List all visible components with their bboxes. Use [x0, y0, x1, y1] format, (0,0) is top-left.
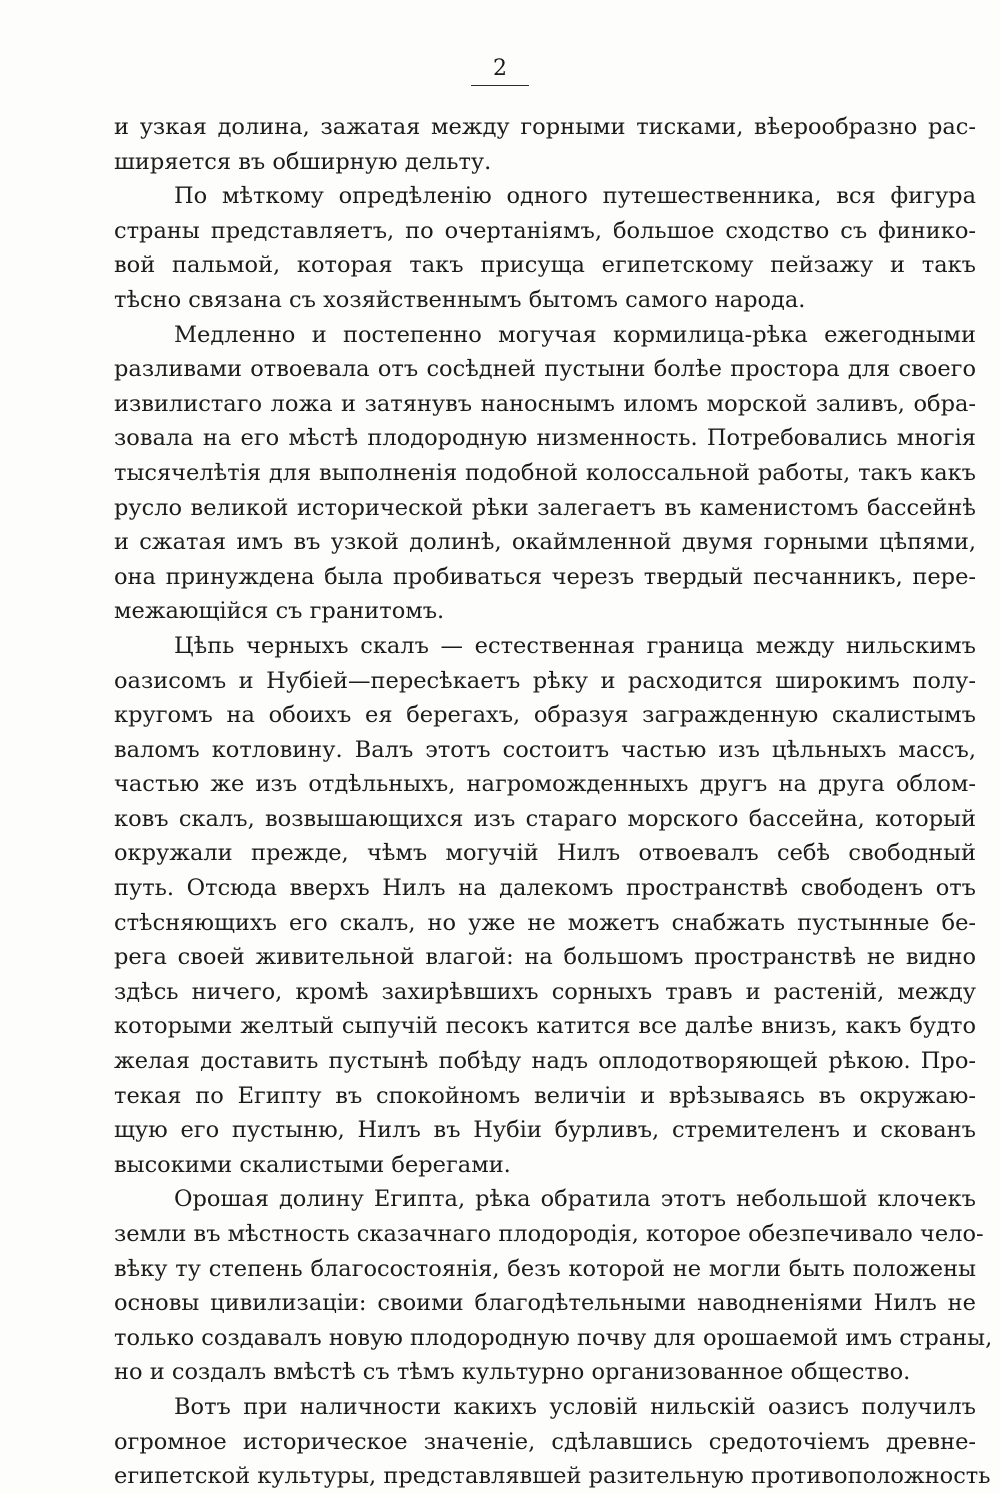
- text-line: разливами отвоевала отъ сосѣдней пустыни болѣе простора для своего: [114, 356, 976, 383]
- text-line: текая по Египту въ спокойномъ величіи и врѣзываясь въ окружаю-: [114, 1082, 976, 1109]
- text-line: вой пальмой, которая такъ присуща египетскому пейзажу и такъ: [114, 252, 976, 279]
- text-line: желая доставить пустынѣ побѣду надъ оплодотворяющей рѣкою. Про-: [114, 1048, 976, 1075]
- text-line: египетской культуры, представлявшей разительную противоположность: [114, 1463, 991, 1490]
- text-line: частью же изъ отдѣльныхъ, нагроможденныхъ другъ на друга облом-: [114, 771, 976, 798]
- text-line: только создавалъ новую плодородную почву для орошаемой имъ страны,: [114, 1324, 993, 1351]
- text-line: Медленно и постепенно могучая кормилица-рѣка ежегодными: [174, 321, 976, 348]
- text-line: и сжатая имъ въ узкой долинѣ, окаймленной двумя горными цѣпями,: [114, 529, 976, 556]
- text-line: кругомъ на обоихъ ея берегахъ, образуя загражденную скалистымъ: [114, 702, 976, 729]
- body-text: [114, 110, 993, 1494]
- text-line: тѣсно связана съ хозяйственнымъ бытомъ самого народа.: [114, 286, 806, 313]
- paragraph-5: [114, 1182, 993, 1390]
- text-line: она принуждена была пробиваться черезъ твердый песчанникъ, пере-: [114, 563, 976, 590]
- text-line: стѣсняющихъ его скалъ, но уже не можетъ снабжать пустынные бе-: [114, 909, 976, 936]
- text-line: огромное историческое значеніе, сдѣлавшись средоточіемъ древне-: [114, 1428, 976, 1455]
- text-line: валомъ котловину. Валъ этотъ состоитъ частью изъ цѣльныхъ массъ,: [114, 736, 976, 763]
- paragraph-3: [114, 318, 976, 629]
- text-line: вѣку ту степень благосостоянія, безъ которой не могли быть положены: [114, 1255, 976, 1282]
- text-line: межающійся съ гранитомъ.: [114, 598, 445, 625]
- text-line: Орошая долину Египта, рѣка обратила этотъ небольшой клочекъ: [174, 1186, 976, 1213]
- text-line: но и создалъ вмѣстѣ съ тѣмъ культурно организованное общество.: [114, 1359, 911, 1386]
- text-line: здѣсь ничего, кромѣ захирѣвшихъ сорныхъ травъ и растеній, между: [114, 978, 976, 1005]
- text-line: и узкая долина, зажатая между горными тисками, вѣерообразно рас-: [114, 114, 976, 140]
- text-line: высокими скалистыми берегами.: [114, 1151, 511, 1178]
- text-line: рега своей живительной влагой: на большомъ пространствѣ не видно: [114, 944, 976, 971]
- text-line: щую его пустыню, Нилъ въ Нубіи бурливъ, стремителенъ и скованъ: [114, 1117, 976, 1144]
- paragraph-2: [114, 179, 976, 317]
- text-line: ковъ скалъ, возвышающихся изъ стараго морского бассейна, который: [114, 805, 976, 832]
- text-line: оазисомъ и Нубіей—пересѣкаетъ рѣку и расходится широкимъ полу-: [114, 667, 976, 694]
- text-line: Цѣпь черныхъ скалъ — естественная граница между нильскимъ: [174, 632, 976, 659]
- paragraph-6: [114, 1390, 991, 1494]
- text-line: окружали прежде, чѣмъ могучій Нилъ отвоевалъ себѣ свободный: [114, 840, 976, 867]
- text-line: Вотъ при наличности какихъ условій нильскій оазисъ получилъ: [174, 1393, 976, 1420]
- paragraph-1: [114, 110, 976, 179]
- text-line: По мѣткому опредѣленію одного путешественника, вся фигура: [174, 183, 976, 210]
- text-line: извилистаго ложа и затянувъ наноснымъ иломъ морской заливъ, обра-: [114, 390, 976, 417]
- page-number: 2: [471, 56, 529, 86]
- paragraph-4: [114, 629, 976, 1183]
- text-line: земли въ мѣстность сказачнаго плодородія, которое обезпечивало чело-: [114, 1221, 984, 1247]
- text-line: основы цивилизаціи: своими благодѣтельными наводненіями Нилъ не: [114, 1290, 976, 1317]
- text-line: зовала на его мѣстѣ плодородную низменность. Потребовались многія: [114, 425, 976, 452]
- text-line: тысячелѣтія для выполненія подобной колоссальной работы, такъ какъ: [114, 459, 976, 486]
- text-line: путь. Отсюда вверхъ Нилъ на далекомъ пространствѣ свободенъ отъ: [114, 875, 976, 902]
- text-line: страны представляетъ, по очертаніямъ, большое сходство съ финико-: [114, 217, 976, 244]
- text-line: русло великой исторической рѣки залегаетъ въ каменистомъ бассейнѣ: [114, 494, 976, 521]
- text-line: которыми желтый сыпучій песокъ катится все далѣе внизъ, какъ будто: [114, 1013, 976, 1040]
- text-line: ширяется въ обширную дельту.: [114, 148, 492, 175]
- page-header: [0, 56, 1000, 86]
